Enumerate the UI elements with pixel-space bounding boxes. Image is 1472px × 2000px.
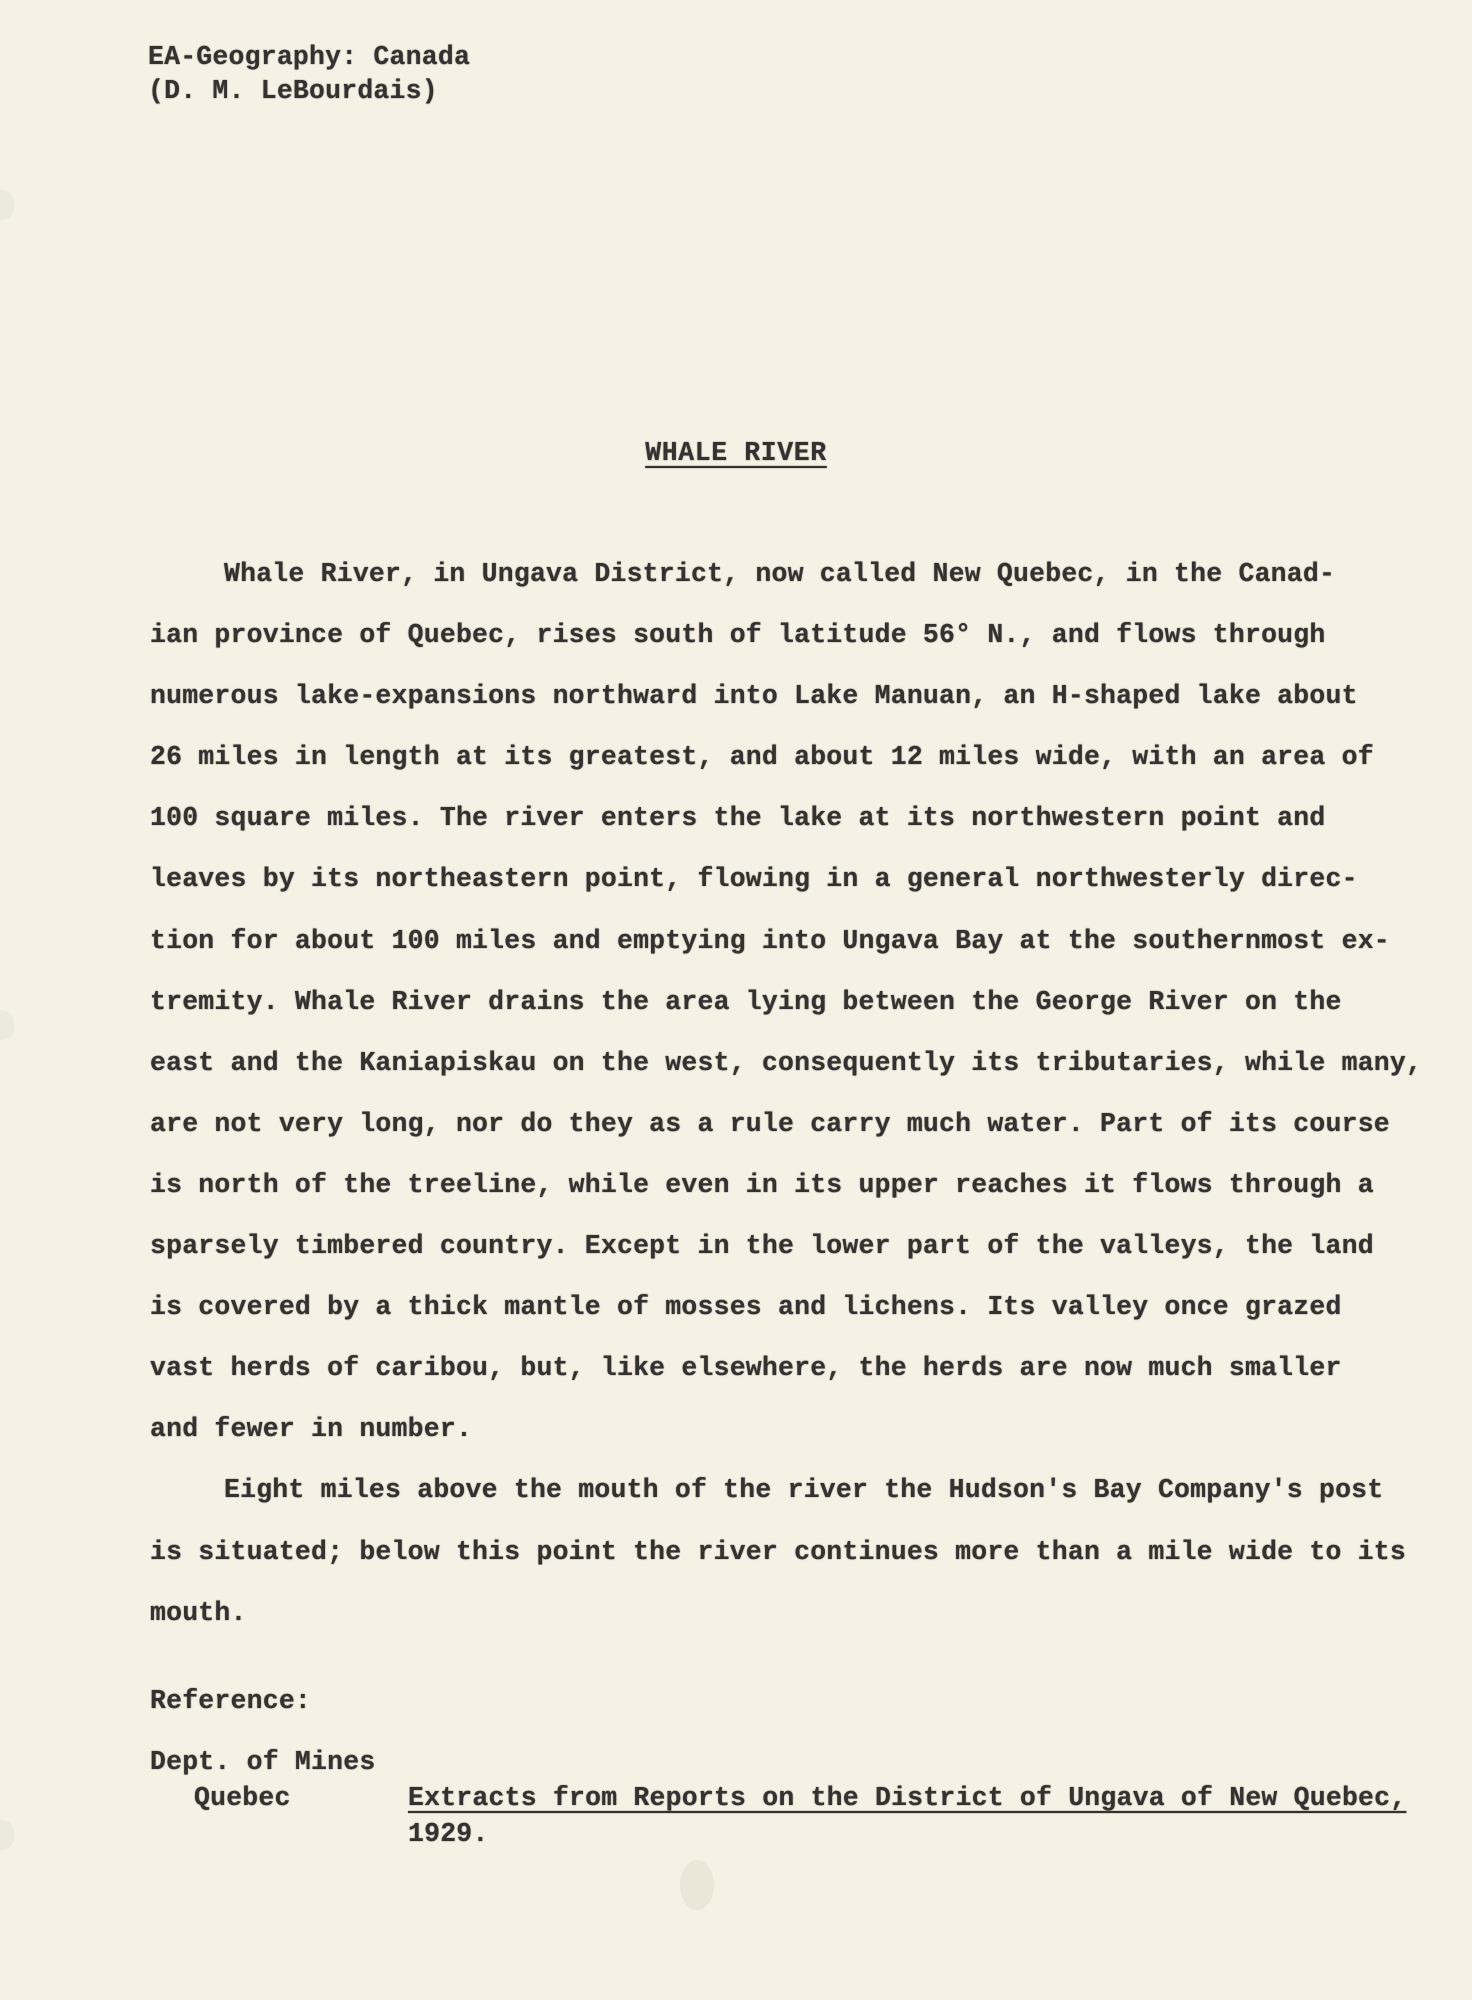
body-line: is covered by a thick mantle of mosses and lichens. Its valley once grazed — [150, 1292, 1342, 1323]
reference-title: Extracts from Reports on the District of Ungava of New Quebec, — [408, 1783, 1407, 1813]
reference-citation — [408, 1780, 1406, 1852]
body-line: ian province of Quebec, rises south of latitude 56° N., and flows through — [150, 620, 1326, 651]
body-line: numerous lake-expansions northward into Lake Manuan, an H-shaped lake about — [150, 681, 1358, 712]
reference-source — [150, 1744, 375, 1816]
body-line: 26 miles in length at its greatest, and about 12 miles wide, with an area of — [150, 742, 1374, 773]
body-text — [150, 558, 1423, 1658]
body-line: Whale River, in Ungava District, now called New Quebec, in the Canad- — [224, 559, 1336, 589]
body-line: 100 square miles. The river enters the lake at its northwestern point and — [150, 803, 1326, 834]
body-line: leaves by its northeastern point, flowing in a general northwesterly direc- — [150, 864, 1358, 895]
header-author: (D. M. LeBourdais) — [148, 76, 438, 106]
paper-stain — [680, 1860, 714, 1910]
reference-source-line: Quebec — [194, 1783, 291, 1813]
body-line: sparsely timbered country. Except in the lower part of the valleys, the land — [150, 1231, 1374, 1262]
reference-source-line: Dept. of Mines — [150, 1747, 376, 1777]
body-line: mouth. — [150, 1597, 247, 1628]
punch-hole-mark — [0, 1010, 14, 1040]
body-line: is north of the treeline, while even in its upper reaches it flows through a — [150, 1169, 1374, 1200]
page-title: WHALE RIVER — [645, 438, 827, 468]
header-subject: EA-Geography: Canada — [148, 42, 471, 72]
punch-hole-mark — [0, 1820, 14, 1850]
body-line: Eight miles above the mouth of the river the Hudson's Bay Company's post — [224, 1475, 1384, 1506]
body-line: is situated; below this point the river continues more than a mile wide to its — [150, 1536, 1407, 1567]
body-line: and fewer in number. — [150, 1414, 473, 1445]
punch-hole-mark — [0, 190, 14, 220]
reference-label: Reference: — [150, 1686, 312, 1716]
body-line: tremity. Whale River drains the area lying between the George River on the — [150, 986, 1342, 1017]
reference-year: 1929. — [408, 1819, 489, 1849]
body-line: tion for about 100 miles and emptying into Ungava Bay at the southernmost ex- — [150, 925, 1390, 956]
body-line: east and the Kaniapiskau on the west, consequently its tributaries, while many, — [150, 1047, 1423, 1078]
body-line: are not very long, nor do they as a rule carry much water. Part of its course — [150, 1108, 1390, 1139]
body-line: vast herds of caribou, but, like elsewhere, the herds are now much smaller — [150, 1353, 1342, 1384]
